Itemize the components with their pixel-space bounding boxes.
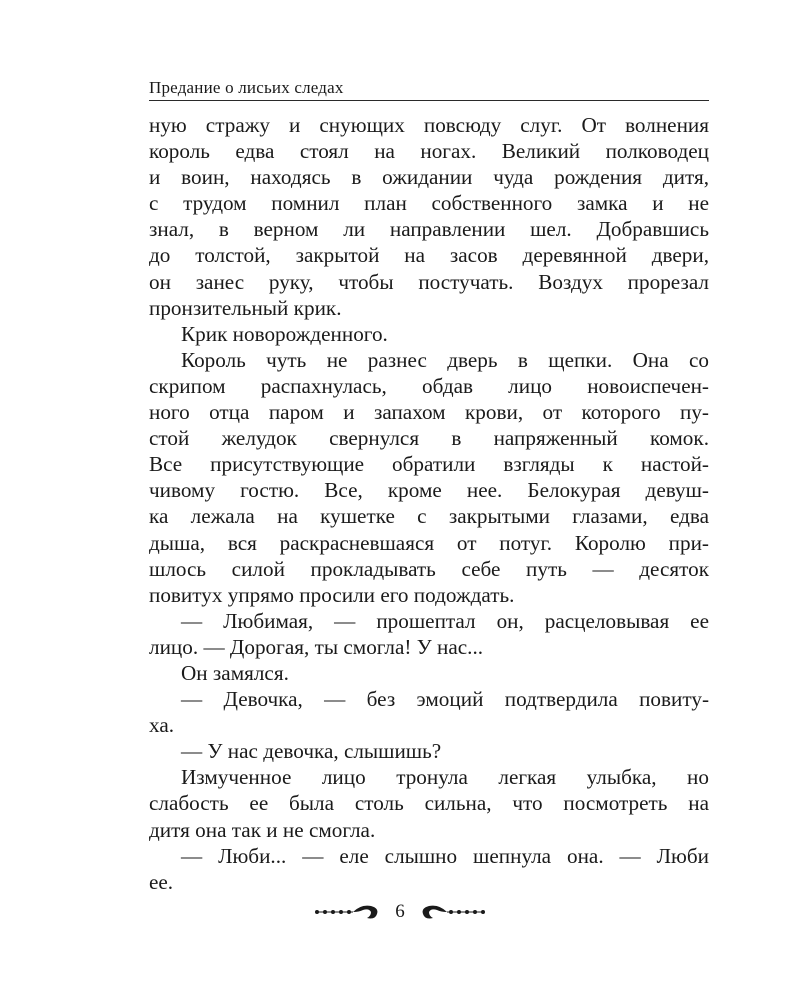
text-line: дыша, вся раскрасневшаяся от потуг. Королю при- [149, 530, 709, 555]
page-number: 6 [395, 901, 405, 922]
body-text [149, 112, 709, 895]
text-line: скрипом распахнулась, обдав лицо новоиспечен- [149, 373, 709, 398]
text-line: король едва стоял на ногах. Великий полководец [149, 139, 709, 164]
text-line: лицо. — Дорогая, ты смогла! У нас... [149, 634, 484, 659]
text-line: и воин, находясь в ожидании чуда рождения дитя, [149, 165, 709, 190]
text-line: знал, в верном ли направлении шел. Добравшись [149, 217, 709, 242]
page-footer [0, 897, 800, 927]
text-line: ную стражу и снующих повсюду слуг. От волнения [149, 113, 709, 137]
ornament-left-icon [313, 902, 383, 922]
text-line: дитя она так и не смогла. [149, 817, 376, 842]
text-line: Измученное лицо тронула легкая улыбка, но [181, 765, 709, 790]
text-line: стой желудок свернулся в напряженный комок. [149, 426, 709, 451]
text-line: — Девочка, — без эмоций подтвердила повиту- [181, 687, 709, 712]
running-head [149, 78, 709, 101]
ornament-right-icon [417, 902, 487, 922]
text-line: чивому гостю. Все, кроме нее. Белокурая девуш- [149, 478, 709, 503]
text-line: — Люби... — еле слышно шепнула она. — Люби [181, 843, 709, 868]
text-line: Все присутствующие обратили взгляды к настой- [149, 452, 709, 477]
text-line: Крик новорожденного. [181, 321, 388, 346]
text-line: он занес руку, чтобы постучать. Воздух прорезал [149, 269, 709, 294]
text-line: ного отца паром и запахом крови, от которого пу- [149, 400, 709, 425]
running-head-title: Предание о лисьих следах [149, 78, 344, 97]
text-line: ха. [149, 713, 175, 738]
text-line: ее. [149, 869, 174, 894]
text-line: — Любимая, — прошептал он, расцеловывая ее [181, 608, 709, 633]
text-line: шлось силой прокладывать себе путь — десяток [149, 556, 709, 581]
text-line: Король чуть не разнес дверь в щепки. Она со [181, 347, 709, 372]
text-line: ка лежала на кушетке с закрытыми глазами, едва [149, 504, 709, 529]
text-line: повитух упрямо просили его подождать. [149, 582, 515, 607]
text-line: Он замялся. [181, 660, 289, 685]
text-line: слабость ее была столь сильна, что посмотреть на [149, 791, 709, 816]
text-line: до толстой, закрытой на засов деревянной двери, [149, 243, 709, 268]
text-line: с трудом помнил план собственного замка и не [149, 191, 709, 216]
text-line: пронзительный крик. [149, 295, 342, 320]
text-line: — У нас девочка, слышишь? [181, 739, 442, 764]
